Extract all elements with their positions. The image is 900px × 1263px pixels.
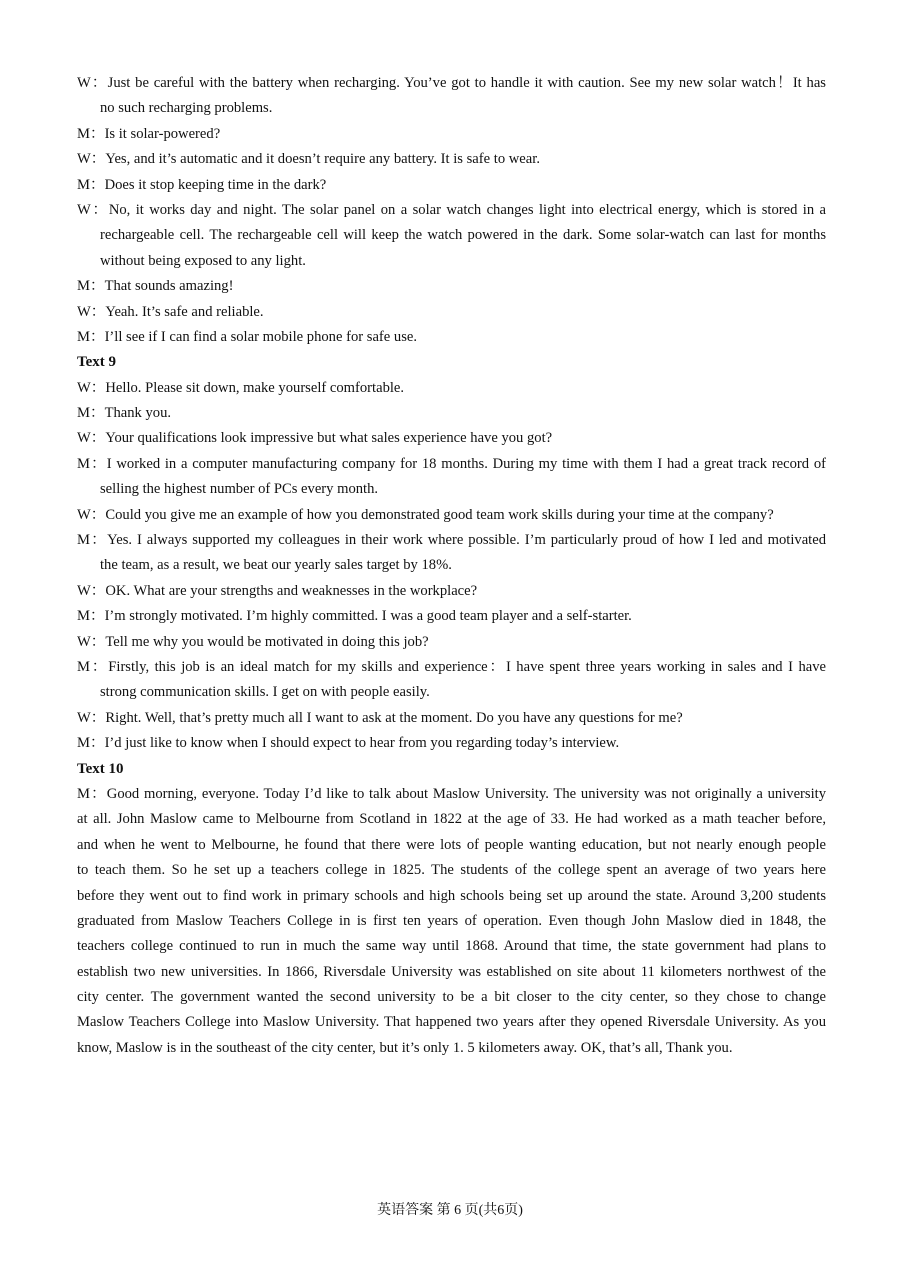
- text-line: M：Yes. I always supported my colleagues in their work where possible. I’m particularly proud of how I led and motivated: [77, 532, 826, 549]
- section-heading: Text 9: [77, 354, 117, 371]
- dialogue-paragraph: [77, 198, 826, 274]
- dialogue-paragraph: [77, 426, 826, 451]
- text-line: no such recharging problems.: [100, 100, 273, 117]
- dialogue-paragraph: [77, 325, 826, 350]
- text-line: W：Your qualifications look impressive but what sales experience have you got?: [77, 430, 553, 447]
- text-line: Maslow Teachers College into Maslow University. That happened two years after they opened Riversdale University. As you: [77, 1014, 826, 1031]
- text-line: teachers college continued to run in much the same way until 1868. Around that time, the state government had plans to: [77, 938, 826, 955]
- dialogue-paragraph: [77, 503, 826, 528]
- dialogue-paragraph: [77, 376, 826, 401]
- text-line: the team, as a result, we beat our yearly sales target by 18%.: [100, 557, 452, 574]
- text-line: M：I worked in a computer manufacturing company for 18 months. During my time with them I had a great track record of: [77, 455, 826, 472]
- text-line: rechargeable cell. The rechargeable cell will keep the watch powered in the dark. Some solar-watch can last for months: [100, 227, 826, 244]
- dialogue-paragraph: [77, 274, 826, 299]
- dialogue-paragraph: [77, 528, 826, 579]
- text-line: graduated from Maslow Teachers College in is first ten years of operation. Even though John Maslow died in 1848, the: [77, 912, 826, 929]
- dialogue-paragraph: [77, 452, 826, 503]
- dialogue-paragraph: [77, 706, 826, 731]
- dialogue-paragraph: [77, 655, 826, 706]
- text-line: M：I’d just like to know when I should expect to hear from you regarding today’s interview.: [77, 735, 620, 752]
- text-line: without being exposed to any light.: [100, 252, 306, 269]
- text-line: M：Thank you.: [77, 405, 172, 422]
- text-line: strong communication skills. I get on with people easily.: [100, 684, 430, 701]
- text-line: and when he went to Melbourne, he found that there were lots of people wanting education, but not nearly enough people: [77, 836, 826, 853]
- text-line: M：Is it solar-powered?: [77, 125, 221, 142]
- text-line: W：Hello. Please sit down, make yourself comfortable.: [77, 379, 405, 396]
- dialogue-paragraph: [77, 731, 826, 756]
- text-line: W：Yes, and it’s automatic and it doesn’t require any battery. It is safe to wear.: [77, 151, 540, 168]
- dialogue-paragraph: [77, 604, 826, 629]
- text-line: M：I’ll see if I can find a solar mobile phone for safe use.: [77, 328, 418, 345]
- dialogue-paragraph: [77, 782, 826, 1061]
- text-line: establish two new universities. In 1866, Riversdale University was established on site about 11 kilometers northwest of the: [77, 963, 826, 980]
- dialogue-paragraph: [77, 122, 826, 147]
- text-line: before they went out to find work in primary schools and high schools being set up around the state. Around 3,200 students: [77, 887, 826, 904]
- dialogue-paragraph: [77, 630, 826, 655]
- text-line: M：Does it stop keeping time in the dark?: [77, 176, 327, 193]
- text-line: W：Tell me why you would be motivated in doing this job?: [77, 633, 429, 650]
- text-line: at all. John Maslow came to Melbourne from Scotland in 1822 at the age of 33. He had worked as a math teacher before,: [77, 811, 826, 828]
- dialogue-paragraph: [77, 579, 826, 604]
- text-line: to teach them. So he set up a teachers college in 1825. The students of the college spent an average of two years here: [77, 862, 826, 879]
- text-line: M：Good morning, everyone. Today I’d like to talk about Maslow University. The university was not originally a university: [77, 785, 826, 802]
- text-line: city center. The government wanted the second university to be a bit closer to the city center, so they chose to change: [77, 989, 826, 1006]
- text-line: W：OK. What are your strengths and weaknesses in the workplace?: [77, 582, 478, 599]
- text-line: M：Firstly, this job is an ideal match for my skills and experience：I have spent three years working in sales and I have: [77, 658, 826, 675]
- document-body: [77, 71, 826, 1061]
- text-line: W：No, it works day and night. The solar panel on a solar watch changes light into electrical energy, which is stored in a: [77, 201, 826, 218]
- dialogue-paragraph: [77, 401, 826, 426]
- dialogue-paragraph: [77, 71, 826, 122]
- text-line: know, Maslow is in the southeast of the city center, but it’s only 1. 5 kilometers away. OK, that’s all, Thank you.: [77, 1039, 733, 1056]
- text-line: W：Right. Well, that’s pretty much all I want to ask at the moment. Do you have any questions for me?: [77, 709, 683, 726]
- dialogue-paragraph: [77, 300, 826, 325]
- text-line: M：I’m strongly motivated. I’m highly committed. I was a good team player and a self-starter.: [77, 608, 632, 625]
- page-footer: 英语答案 第 6 页(共6页): [377, 1203, 523, 1218]
- text-line: W：Could you give me an example of how you demonstrated good team work skills during your time at the company?: [77, 506, 774, 523]
- dialogue-paragraph: [77, 147, 826, 172]
- text-line: W：Just be careful with the battery when recharging. You’ve got to handle it with caution. See my new solar watch！It has: [77, 75, 826, 91]
- text-line: selling the highest number of PCs every month.: [100, 481, 379, 498]
- dialogue-paragraph: [77, 173, 826, 198]
- text-line: M：That sounds amazing!: [77, 278, 234, 295]
- section-heading: Text 10: [77, 760, 124, 777]
- text-line: W：Yeah. It’s safe and reliable.: [77, 303, 264, 320]
